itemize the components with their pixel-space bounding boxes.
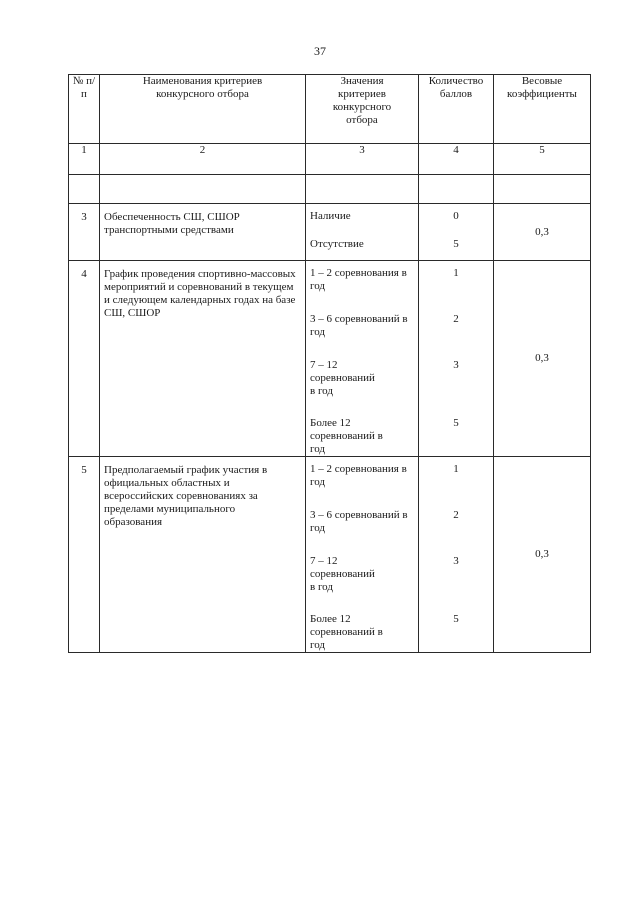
criteria-value: Более 12 соревнований в год xyxy=(310,613,383,651)
criteria-value: Более 12 соревнований в год xyxy=(310,417,383,455)
row-number: 3 xyxy=(69,204,100,261)
empty-cell xyxy=(419,175,494,204)
points-value: 1 xyxy=(453,267,459,279)
column-number-row xyxy=(69,144,591,175)
column-number: 1 xyxy=(69,144,100,175)
criteria-value: 3 – 6 соревнований в год xyxy=(310,313,408,338)
header-criteria-name: Наименования критериев конкурсного отбора xyxy=(100,75,306,144)
header-points: Количество баллов xyxy=(419,75,494,144)
weight: 0,3 xyxy=(494,204,591,261)
criteria-value: 1 – 2 соревнования в год xyxy=(310,463,407,488)
points-value: 2 xyxy=(453,509,459,521)
column-number: 3 xyxy=(306,144,419,175)
points-value: 2 xyxy=(453,313,459,325)
table-row xyxy=(69,457,591,653)
criteria-value: 1 – 2 соревнования в год xyxy=(310,267,407,292)
points-value: 5 xyxy=(453,238,459,250)
points xyxy=(419,204,494,261)
weight: 0,3 xyxy=(494,261,591,457)
criteria-values xyxy=(306,261,419,457)
empty-cell xyxy=(306,175,419,204)
points-value: 3 xyxy=(453,555,459,567)
empty-cell xyxy=(69,175,100,204)
header-criteria-values: Значения критериев конкурсного отбора xyxy=(306,75,419,144)
table-row xyxy=(69,261,591,457)
column-number: 2 xyxy=(100,144,306,175)
empty-cell xyxy=(494,175,591,204)
column-number: 4 xyxy=(419,144,494,175)
criteria-table xyxy=(68,74,591,653)
table-header-row xyxy=(69,75,591,144)
points-value: 3 xyxy=(453,359,459,371)
criteria-value: Отсутствие xyxy=(310,238,364,250)
page-number: 37 xyxy=(314,44,326,58)
criteria-values xyxy=(306,457,419,653)
points-value: 5 xyxy=(453,613,459,625)
points-value: 5 xyxy=(453,417,459,429)
header-number: № п/п xyxy=(69,75,100,144)
empty-cell xyxy=(100,175,306,204)
criteria-value: 7 – 12 соревнований в год xyxy=(310,555,375,593)
points-value: 0 xyxy=(453,210,459,222)
header-weights: Весовые коэффициенты xyxy=(494,75,591,144)
weight: 0,3 xyxy=(494,457,591,653)
criteria-value: Наличие xyxy=(310,210,351,222)
criteria-name: График проведения спортивно-массовых мероприятий и соревнований в текущем и следующем календарных годах на базе СШ, СШОР xyxy=(100,261,306,457)
criteria-value: 3 – 6 соревнований в год xyxy=(310,509,408,534)
row-number: 4 xyxy=(69,261,100,457)
table-row xyxy=(69,204,591,261)
points-value: 1 xyxy=(453,463,459,475)
criteria-values xyxy=(306,204,419,261)
criteria-value: 7 – 12 соревнований в год xyxy=(310,359,375,397)
empty-row xyxy=(69,175,591,204)
column-number: 5 xyxy=(494,144,591,175)
criteria-name: Обеспеченность СШ, СШОР транспортными средствами xyxy=(100,204,306,261)
criteria-name: Предполагаемый график участия в официальных областных и всероссийских соревнованиях за пределами муниципального образования xyxy=(100,457,306,653)
points xyxy=(419,457,494,653)
row-number: 5 xyxy=(69,457,100,653)
points xyxy=(419,261,494,457)
